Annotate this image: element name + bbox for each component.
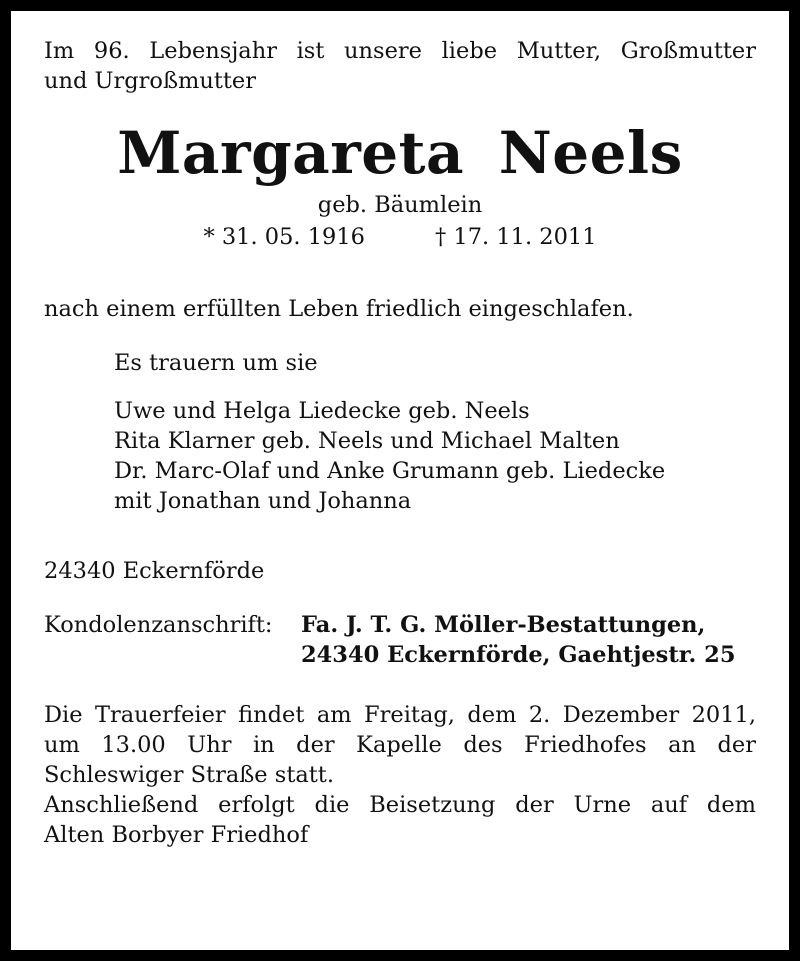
place: 24340 Eckernförde (44, 558, 265, 584)
mourner-line: mit Jonathan und Johanna (114, 488, 412, 514)
service-line: Schleswiger Straße statt. (44, 762, 335, 788)
birth-date: * 31. 05. 1916 (203, 224, 365, 250)
condolence-address (44, 610, 756, 670)
mourners-list (114, 396, 756, 516)
condolence-address-lines (301, 610, 735, 670)
service-line: Anschließend erfolgt die Beisetzung der Urne auf dem (44, 792, 756, 818)
service-line: Alten Borbyer Friedhof (44, 822, 309, 848)
intro-line-2: und Urgroßmutter (44, 68, 256, 94)
mourner-line: Rita Klarner geb. Neels und Michael Malten (114, 428, 620, 454)
intro-line-1: Im 96. Lebensjahr ist unsere liebe Mutter, Großmutter (44, 38, 756, 64)
condolence-line-1: Fa. J. T. G. Möller-Bestattungen, (301, 612, 706, 638)
obituary-notice (44, 36, 756, 850)
death-date: † 17. 11. 2011 (435, 224, 597, 250)
service-info (44, 700, 756, 850)
mourner-line: Uwe und Helga Liedecke geb. Neels (114, 398, 530, 424)
deceased-name: Margareta Neels (117, 119, 683, 187)
condolence-label: Kondolenzanschrift: (44, 612, 273, 638)
mourner-line: Dr. Marc-Olaf und Anke Grumann geb. Liedecke (114, 458, 666, 484)
service-line: Die Trauerfeier findet am Freitag, dem 2. Dezember 2011, (44, 702, 756, 728)
mourners-intro: Es trauern um sie (114, 350, 318, 376)
birth-name: geb. Bäumlein (317, 192, 483, 218)
life-dates (44, 222, 756, 252)
outro-text: nach einem erfüllten Leben friedlich eingeschlafen. (44, 296, 634, 322)
service-line: um 13.00 Uhr in der Kapelle des Friedhofes an der (44, 732, 756, 758)
condolence-line-2: 24340 Eckernförde, Gaehtjestr. 25 (301, 642, 736, 668)
